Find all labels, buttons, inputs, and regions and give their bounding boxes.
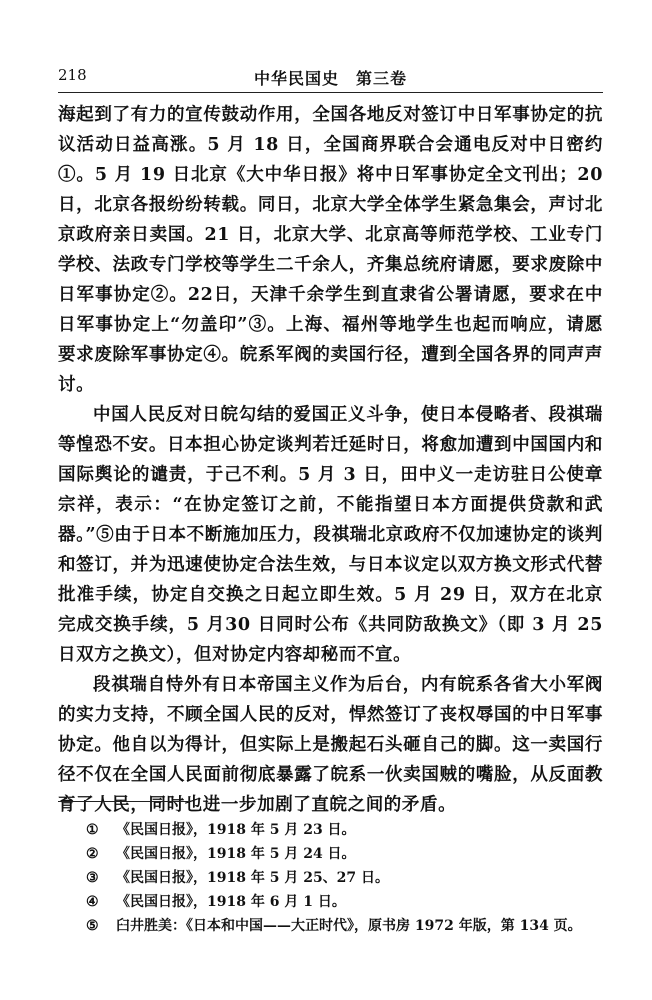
paragraph: 中国人民反对日皖勾结的爱国正义斗争，使日本侵略者、段祺瑞等惶恐不安。日本担心协定谈判若迁延时日，将愈加遭到中国国内和国际舆论的谴责，于己不利。5 月 3 日，田中义一走访驻日公使章宗祥，表示：“在协定签订之前，不能指望日本方面提供贷款和武器。”⑤由于日本不断施加压力，段祺瑞北京政府不仅加速协定的谈判和签订，并为迅速使协定合法生效，与日本议定以双方换文形式代替批准手续，协定自交换之日起立即生效。5 月 29 日，双方在北京完成交换手续，5 月30 日同时公布《共同防敌换文》（即 3 月 25 日双方之换文），但对协定内容却秘而不宣。 [58, 405, 603, 665]
footnote-rule [58, 801, 190, 802]
footnote [86, 818, 606, 842]
body-text [58, 100, 603, 820]
footnote-mark: ④ [86, 894, 99, 910]
footnote-mark: ① [86, 822, 99, 838]
footnote-text: 臼井胜美：《日本和中国——大正时代》，原书房 1972 年版，第 134 页。 [116, 918, 582, 934]
running-title: 中华民国史 第三卷 [253, 69, 407, 88]
footnote-mark: ③ [86, 870, 99, 886]
footnote-text: 《民国日报》，1918 年 5 月 25、27 日。 [116, 870, 390, 886]
footnotes [86, 818, 606, 938]
page-number: 218 [58, 66, 87, 84]
paragraph: 海起到了有力的宣传鼓动作用，全国各地反对签订中日军事协定的抗议活动日益高涨。5 月 18 日，全国商界联合会通电反对中日密约①。5 月 19 日北京《大中华日报》将中日军事协定全文刊出；20 日，北京各报纷纷转载。同日，北京大学全体学生紧急集会，声讨北京政府亲日卖国。21 日，北京大学、北京高等师范学校、工业专门学校、法政专门学校等学生二千余人，齐集总统府请愿，要求废除中日军事协定②。22日，天津千余学生到直隶省公署请愿，要求在中日军事协定上“勿盖印”③。上海、福州等地学生也起而响应，请愿要求废除军事协定④。皖系军阀的卖国行径，遭到全国各界的同声声讨。 [58, 105, 603, 395]
footnote-text: 《民国日报》，1918 年 5 月 24 日。 [116, 846, 356, 862]
footnote [86, 890, 606, 914]
footnote [86, 866, 606, 890]
header-rule [58, 92, 603, 93]
footnote-mark: ② [86, 846, 99, 862]
footnote [86, 842, 606, 866]
footnote-text: 《民国日报》，1918 年 6 月 1 日。 [116, 894, 346, 910]
footnote-mark: ⑤ [86, 918, 99, 934]
footnote [86, 914, 606, 938]
page-header [58, 66, 603, 90]
paragraph: 段祺瑞自恃外有日本帝国主义作为后台，内有皖系各省大小军阀的实力支持，不顾全国人民的反对，悍然签订了丧权辱国的中日军事协定。他自以为得计，但实际上是搬起石头砸自己的脚。这一卖国行径不仅在全国人民面前彻底暴露了皖系一伙卖国贼的嘴脸，从反面教育了人民，同时也进一步加剧了直皖之间的矛盾。 [58, 675, 603, 815]
footnote-text: 《民国日报》，1918 年 5 月 23 日。 [116, 822, 356, 838]
